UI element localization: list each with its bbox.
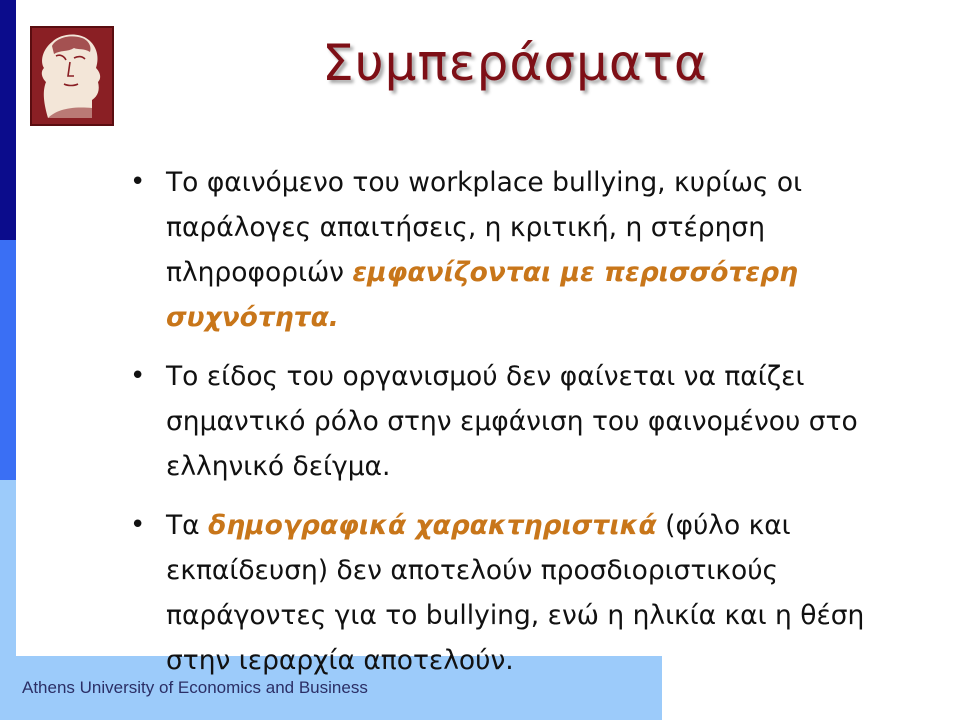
left-accent-bar-middle: [0, 240, 16, 480]
bullet-marker: •: [130, 361, 146, 391]
bullet-text-after: (φύλο και εκπαίδευση) δεν αποτελούν προσδιοριστικούς παράγοντες για το bullying, ενώ η ηλικία και η θέση στην ιεραρχία αποτελούν.: [166, 510, 865, 676]
bullet-item: [130, 160, 900, 340]
footer-institution: Athens University of Economics and Business: [22, 678, 368, 697]
bullet-text: Το φαινόμενο του workplace bullying, κυρίως οι παράλογες απαιτήσεις, η κριτική, η στέρηση πληροφοριών: [166, 167, 803, 288]
bullet-marker: •: [130, 510, 146, 540]
bullet-item: [130, 503, 900, 683]
bullet-list: [130, 160, 900, 697]
bullet-text: Τα: [166, 510, 209, 541]
bullet-item: [130, 354, 900, 489]
bullet-highlight: δημογραφικά χαρακτηριστικά: [208, 510, 657, 541]
bullet-text: Το είδος του οργανισμού δεν φαίνεται να παίζει σημαντικό ρόλο στην εμφάνιση του φαινομένου στο ελληνικό δείγμα.: [166, 361, 858, 482]
bullet-highlight: εμφανίζονται με περισσότερη συχνότητα.: [166, 257, 798, 333]
bullet-marker: •: [130, 167, 146, 197]
slide-title: Συμπεράσματα: [322, 34, 708, 92]
